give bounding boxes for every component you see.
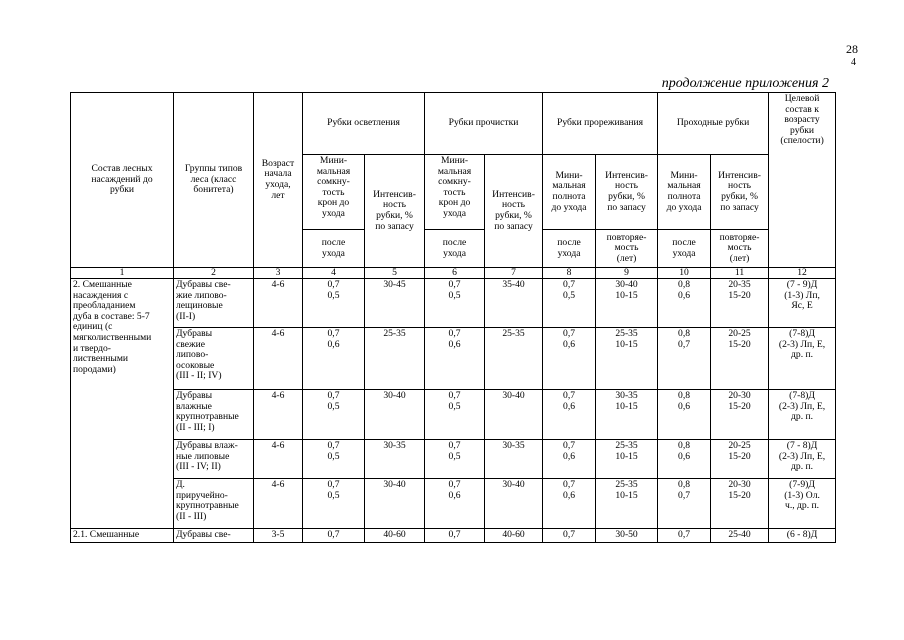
start-age-cell: 4-6 <box>254 440 303 479</box>
header-target: Целевой состав к возрасту рубки (спелости) <box>769 93 836 268</box>
table-cell: 0,7 0,5 <box>425 279 485 328</box>
header-repeat-thinning: повторяе- мость (лет) <box>596 230 658 268</box>
table-cell: 20-35 15-20 <box>711 279 769 328</box>
table-cell: 20-25 15-20 <box>711 328 769 390</box>
table-cell: 30-35 <box>365 440 425 479</box>
table-cell: 0,8 0,7 <box>658 328 711 390</box>
forest-type-cell: Дубравы свежие липово- осоковые (III - II; IV) <box>174 328 254 390</box>
column-number: 7 <box>485 268 543 279</box>
header-cleaning: Рубки прочистки <box>425 93 543 155</box>
table-cell: 0,7 0,5 <box>303 279 365 328</box>
header-intensity-cleaning: Интенсив- ность рубки, % по запасу <box>485 155 543 268</box>
table-cell: 0,7 <box>543 529 596 543</box>
column-number: 4 <box>303 268 365 279</box>
table-cell: 0,7 0,5 <box>303 479 365 529</box>
table-cell: 0,8 0,6 <box>658 390 711 440</box>
table-cell: 0,7 0,6 <box>543 479 596 529</box>
header-after-care-thinning: после ухода <box>543 230 596 268</box>
table-cell: 30-40 <box>485 479 543 529</box>
table-cell: 0,7 <box>658 529 711 543</box>
forest-type-cell: Дубравы све- <box>174 529 254 543</box>
logging-table <box>70 92 836 543</box>
table-cell: 0,7 0,5 <box>543 279 596 328</box>
continuation-title: продолжение приложения 2 <box>661 76 829 91</box>
forest-type-cell: Дубравы влаж- ные липовые (III - IV; II) <box>174 440 254 479</box>
forest-type-cell: Дубравы влажные крупнотравные (II - III; I) <box>174 390 254 440</box>
table-cell: 0,7 0,5 <box>303 440 365 479</box>
table-cell: 30-35 10-15 <box>596 390 658 440</box>
table-row <box>71 440 836 479</box>
column-number: 9 <box>596 268 658 279</box>
header-repeat-passing: повторяе- мость (лет) <box>711 230 769 268</box>
table-cell: 0,7 0,6 <box>425 328 485 390</box>
header-intensity-thinning: Интенсив- ность рубки, % по запасу <box>596 155 658 230</box>
table-cell: 20-30 15-20 <box>711 390 769 440</box>
table-cell: 30-40 <box>485 390 543 440</box>
table-cell: 35-40 <box>485 279 543 328</box>
table-cell: 40-60 <box>485 529 543 543</box>
header-thinning: Рубки прореживания <box>543 93 658 155</box>
column-number: 1 <box>71 268 174 279</box>
table-cell: 20-25 15-20 <box>711 440 769 479</box>
column-number: 11 <box>711 268 769 279</box>
column-numbers-row <box>71 268 836 279</box>
header-passing: Проходные рубки <box>658 93 769 155</box>
target-composition-cell: (7-8)Д (2-3) Лп, Е, др. п. <box>769 390 836 440</box>
start-age-cell: 4-6 <box>254 328 303 390</box>
table-cell: 0,7 0,5 <box>425 390 485 440</box>
table-cell: 30-40 <box>365 479 425 529</box>
forest-type-cell: Дубравы све- жие липово- лещиновые (II-I) <box>174 279 254 328</box>
table-cell: 0,7 0,6 <box>303 328 365 390</box>
table-cell: 25-35 10-15 <box>596 328 658 390</box>
start-age-cell: 4-6 <box>254 279 303 328</box>
table-cell: 0,8 0,6 <box>658 440 711 479</box>
start-age-cell: 4-6 <box>254 390 303 440</box>
header-clearing: Рубки осветления <box>303 93 425 155</box>
table-cell: 20-30 15-20 <box>711 479 769 529</box>
table-row <box>71 328 836 390</box>
target-composition-cell: (7 - 9)Д (1-3) Лп, Яс, Е <box>769 279 836 328</box>
table-cell: 25-40 <box>711 529 769 543</box>
column-number: 5 <box>365 268 425 279</box>
table-cell: 0,7 0,6 <box>543 440 596 479</box>
header-min-closure-clearing: Мини- мальная сомкну- тость крон до ухода <box>303 155 365 230</box>
table-cell: 30-50 <box>596 529 658 543</box>
column-number: 6 <box>425 268 485 279</box>
table-cell: 30-45 <box>365 279 425 328</box>
target-composition-cell: (7 - 8)Д (2-3) Лп, Е, др. п. <box>769 440 836 479</box>
table-cell: 0,7 0,6 <box>543 390 596 440</box>
column-number: 10 <box>658 268 711 279</box>
header-min-density-passing: Мини- мальная полнота до ухода <box>658 155 711 230</box>
column-number: 2 <box>174 268 254 279</box>
page-sub-number: 4 <box>851 57 856 68</box>
table-row <box>71 390 836 440</box>
table-row <box>71 279 836 328</box>
table-cell: 0,7 0,6 <box>425 479 485 529</box>
header-species: Состав лесных насаждений до рубки <box>71 93 174 268</box>
header-after-care-clearing: после ухода <box>303 230 365 268</box>
header-intensity-clearing: Интенсив- ность рубки, % по запасу <box>365 155 425 268</box>
table-cell: 0,7 0,5 <box>425 440 485 479</box>
table-cell: 30-40 <box>365 390 425 440</box>
column-number: 12 <box>769 268 836 279</box>
column-number: 3 <box>254 268 303 279</box>
page-number: 28 <box>846 42 858 56</box>
target-composition-cell: (6 - 8)Д <box>769 529 836 543</box>
table-row <box>71 529 836 543</box>
table-cell: 25-35 10-15 <box>596 440 658 479</box>
header-after-care-cleaning: после ухода <box>425 230 485 268</box>
target-composition-cell: (7-9)Д (1-3) Ол. ч., др. п. <box>769 479 836 529</box>
start-age-cell: 3-5 <box>254 529 303 543</box>
table-cell: 30-40 10-15 <box>596 279 658 328</box>
table-cell: 0,8 0,6 <box>658 279 711 328</box>
group-label: 2.1. Смешанные <box>71 529 174 543</box>
table-cell: 0,8 0,7 <box>658 479 711 529</box>
header-intensity-passing: Интенсив- ность рубки, % по запасу <box>711 155 769 230</box>
start-age-cell: 4-6 <box>254 479 303 529</box>
header-after-care-passing: после ухода <box>658 230 711 268</box>
table-cell: 0,7 0,6 <box>543 328 596 390</box>
table-cell: 25-35 <box>485 328 543 390</box>
header-forest-types: Группы типов леса (класс бонитета) <box>174 93 254 268</box>
table-cell: 0,7 <box>303 529 365 543</box>
table-cell: 40-60 <box>365 529 425 543</box>
table-cell: 25-35 10-15 <box>596 479 658 529</box>
table-row <box>71 479 836 529</box>
table-cell: 30-35 <box>485 440 543 479</box>
table-cell: 0,7 0,5 <box>303 390 365 440</box>
table-cell: 25-35 <box>365 328 425 390</box>
group-label: 2. Смешанные насаждения с преобладанием дуба в составе: 5-7 единиц (с мягколиственными и твердо- лиственными породами) <box>71 279 174 529</box>
target-composition-cell: (7-8)Д (2-3) Лп, Е, др. п. <box>769 328 836 390</box>
table-cell: 0,7 <box>425 529 485 543</box>
forest-type-cell: Д. приручейно- крупнотравные (II - III) <box>174 479 254 529</box>
header-start-age: Возраст начала ухода, лет <box>254 93 303 268</box>
column-number: 8 <box>543 268 596 279</box>
header-min-density-thinning: Мини- мальная полнота до ухода <box>543 155 596 230</box>
header-min-closure-cleaning: Мини- мальная сомкну- тость крон до ухода <box>425 155 485 230</box>
